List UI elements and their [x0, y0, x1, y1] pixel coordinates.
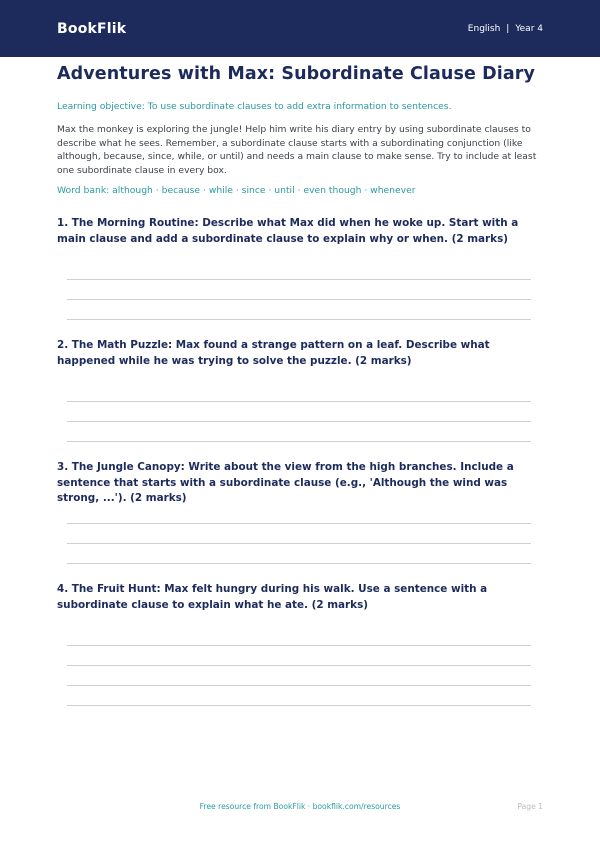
answer-line[interactable]: [67, 523, 531, 524]
page-title: Adventures with Max: Subordinate Clause Diary: [57, 64, 536, 84]
answer-line[interactable]: [67, 705, 531, 706]
question-3: 3. The Jungle Canopy: Write about the view from the high branches. Include a sentence that starts with a subordinate clause (e.g., 'Although the wind was strong, ...'). (2 marks): [57, 461, 514, 504]
answer-line[interactable]: [67, 645, 531, 646]
answer-line[interactable]: [67, 401, 531, 402]
answer-line[interactable]: [67, 543, 531, 544]
answer-line[interactable]: [67, 665, 531, 666]
question-2: 2. The Math Puzzle: Max found a strange pattern on a leaf. Describe what happened while he was trying to solve the puzzle. (2 marks): [57, 339, 490, 367]
brand-logo: BookFlik: [57, 20, 127, 37]
subject-label: English: [467, 23, 501, 34]
answer-line[interactable]: [67, 299, 531, 300]
footer-credit: Free resource from BookFlik · bookflik.com/resources: [199, 802, 401, 811]
subject-year: [468, 24, 543, 34]
answer-line[interactable]: [67, 563, 531, 564]
year-label: Year 4: [515, 23, 543, 34]
learning-objective: Learning objective: To use subordinate clauses to add extra information to sentences.: [57, 101, 452, 112]
separator: |: [506, 23, 510, 34]
answer-line[interactable]: [67, 319, 531, 320]
answer-line[interactable]: [67, 685, 531, 686]
answer-line[interactable]: [67, 421, 531, 422]
answer-line[interactable]: [67, 441, 531, 442]
word-bank: Word bank: although · because · while · since · until · even though · whenever: [57, 185, 416, 196]
question-1: 1. The Morning Routine: Describe what Max did when he woke up. Start with a main clause and add a subordinate clause to explain why or when. (2 marks): [57, 217, 519, 245]
answer-line[interactable]: [67, 279, 531, 280]
question-4: 4. The Fruit Hunt: Max felt hungry during his walk. Use a sentence with a subordinate clause to explain what he ate. (2 marks): [57, 583, 488, 611]
page-header: [0, 0, 600, 57]
intro-paragraph: Max the monkey is exploring the jungle! Help him write his diary entry by using subordinate clauses to describe what he sees. Remember, a subordinate clause starts with a subordinating conjunction (like although, because, since, while, or until) and needs a main clause to make sense. Try to include at least one subordinate clause in every box.: [57, 124, 537, 176]
page-number: Page 1: [517, 802, 543, 811]
